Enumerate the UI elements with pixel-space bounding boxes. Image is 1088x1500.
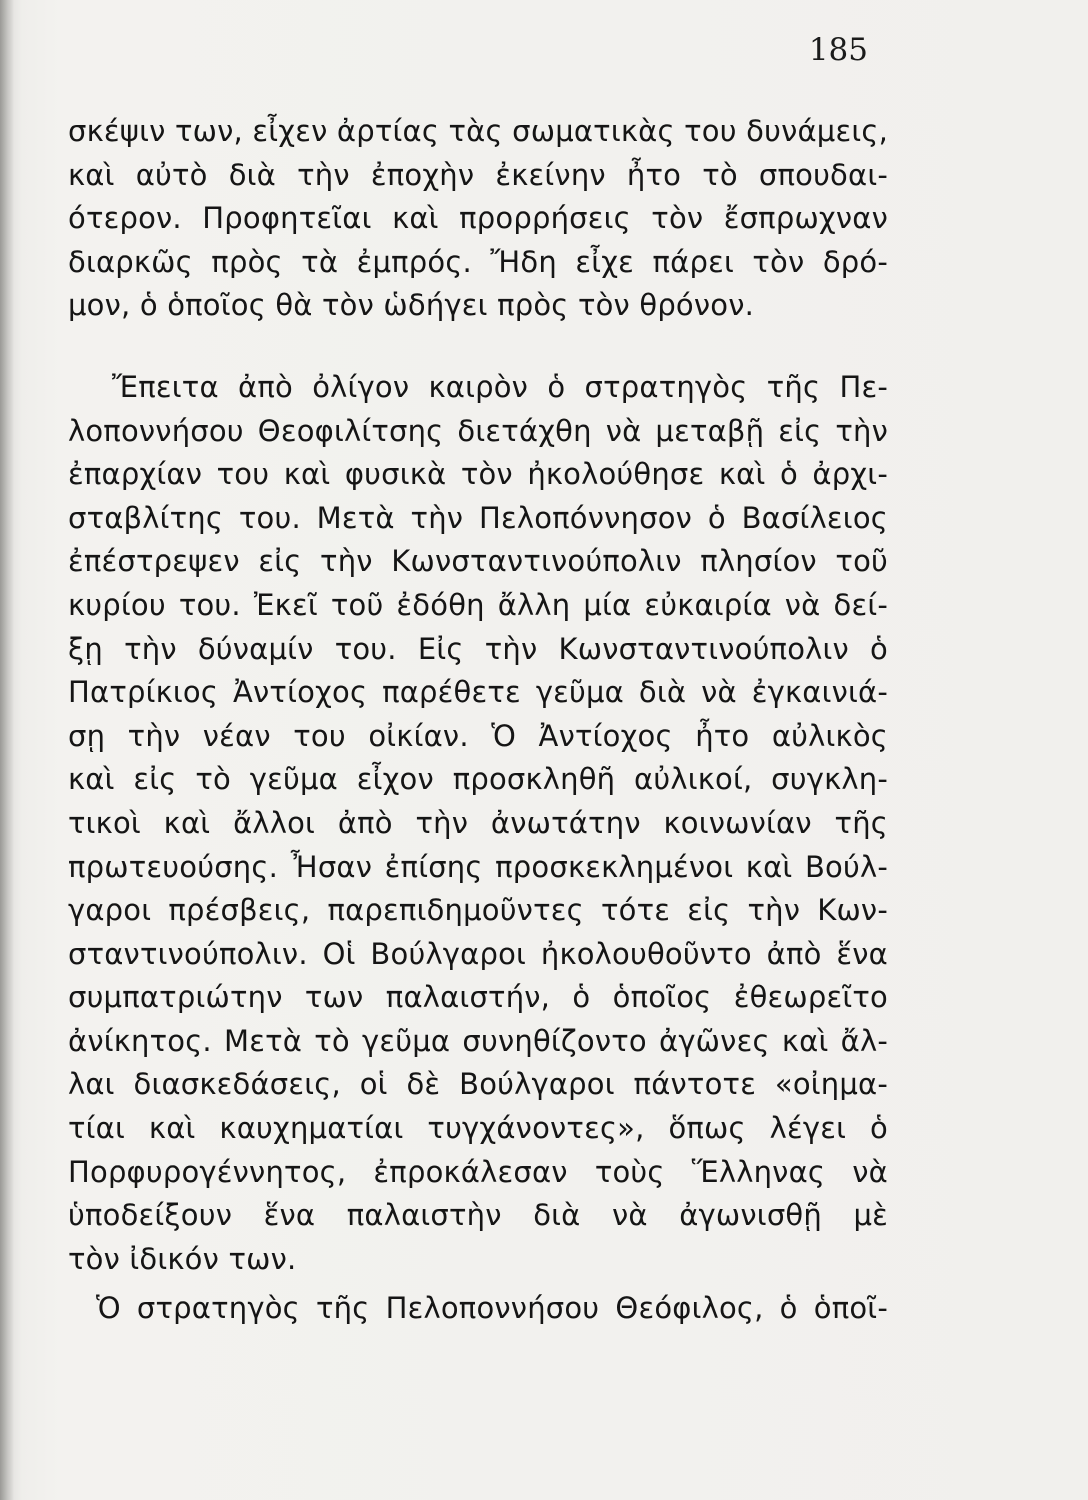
text-line: σῃ τὴν νέαν του οἰκίαν. Ὁ Ἀντίοχος ἦτο αὐλικὸς bbox=[68, 718, 888, 753]
text-line: λαι διασκεδάσεις, οἱ δὲ Βούλγαροι πάντοτε «οἰημα- bbox=[68, 1067, 888, 1102]
text-line: καὶ εἰς τὸ γεῦμα εἶχον προσκληθῆ αὐλικοί, συγκλη- bbox=[68, 762, 888, 797]
text-line: καὶ αὐτὸ διὰ τὴν ἐποχὴν ἐκείνην ἦτο τὸ σπουδαι- bbox=[68, 157, 888, 192]
paragraph-3 bbox=[68, 1287, 888, 1331]
body-text bbox=[68, 110, 888, 1331]
text-line: Ἔπειτα ἀπὸ ὀλίγον καιρὸν ὁ στρατηγὸς τῆς Πε- bbox=[112, 369, 888, 404]
page-number: 185 bbox=[808, 32, 868, 68]
text-line: γαροι πρέσβεις, παρεπιδημοῦντες τότε εἰς τὴν Κων- bbox=[68, 893, 888, 928]
text-line: σκέψιν των, εἶχεν ἀρτίας τὰς σωματικὰς του δυνάμεις, bbox=[68, 114, 888, 148]
text-line: Ὁ στρατηγὸς τῆς Πελοποννήσου Θεόφιλος, ὁ ὁποῖ- bbox=[96, 1291, 888, 1326]
text-line: διαρκῶς πρὸς τὰ ἐμπρός. Ἤδη εἶχε πάρει τὸν δρό- bbox=[68, 244, 888, 279]
text-line: ἐπαρχίαν του καὶ φυσικὰ τὸν ἠκολούθησε καὶ ὁ ἀρχι- bbox=[68, 457, 888, 492]
text-line: συμπατριώτην των παλαιστήν, ὁ ὁποῖος ἐθεωρεῖτο bbox=[68, 980, 888, 1015]
text-line: ἐπέστρεψεν εἰς τὴν Κωνσταντινούπολιν πλησίον τοῦ bbox=[68, 544, 888, 579]
paragraph-1 bbox=[68, 110, 888, 328]
text-line: μον, ὁ ὁποῖος θὰ τὸν ὡδήγει πρὸς τὸν θρόνον. bbox=[68, 288, 755, 323]
text-line: κυρίου του. Ἐκεῖ τοῦ ἐδόθη ἄλλη μία εὐκαιρία νὰ δεί- bbox=[68, 587, 888, 622]
text-line: λοποννήσου Θεοφιλίτσης διετάχθη νὰ μεταβῇ εἰς τὴν bbox=[68, 413, 888, 448]
paragraph-spacer bbox=[68, 328, 888, 366]
text-line: πρωτευούσης. Ἦσαν ἐπίσης προσκεκλημένοι καὶ Βούλ- bbox=[68, 849, 888, 884]
text-line: τὸν ἰδικόν των. bbox=[68, 1241, 297, 1276]
text-line: Πατρίκιος Ἀντίοχος παρέθετε γεῦμα διὰ νὰ ἐγκαινιά- bbox=[68, 675, 888, 710]
text-line: τικοὶ καὶ ἄλλοι ἀπὸ τὴν ἀνωτάτην κοινωνίαν τῆς bbox=[68, 805, 888, 840]
text-line: ὑποδείξουν ἕνα παλαιστὴν διὰ νὰ ἀγωνισθῇ μὲ bbox=[68, 1198, 888, 1233]
text-line: ξῃ τὴν δύναμίν του. Εἰς τὴν Κωνσταντινούπολιν ὁ bbox=[68, 631, 888, 666]
text-line: τίαι καὶ καυχηματίαι τυγχάνοντες», ὅπως λέγει ὁ bbox=[68, 1111, 888, 1146]
text-line: σταβλίτης του. Μετὰ τὴν Πελοπόννησον ὁ Βασίλειος bbox=[68, 500, 888, 535]
text-line: ἀνίκητος. Μετὰ τὸ γεῦμα συνηθίζοντο ἀγῶνες καὶ ἄλ- bbox=[68, 1023, 888, 1058]
text-line: Πορφυρογέννητος, ἐπροκάλεσαν τοὺς Ἕλληνας νὰ bbox=[68, 1154, 888, 1189]
page-binding-edge bbox=[0, 0, 14, 1500]
text-line: ότερον. Προφητεῖαι καὶ προρρήσεις τὸν ἔσπρωχναν bbox=[68, 201, 888, 236]
paragraph-2 bbox=[68, 366, 888, 1281]
text-line: σταντινούπολιν. Οἱ Βούλγαροι ἠκολουθοῦντο ἀπὸ ἕνα bbox=[68, 936, 888, 971]
